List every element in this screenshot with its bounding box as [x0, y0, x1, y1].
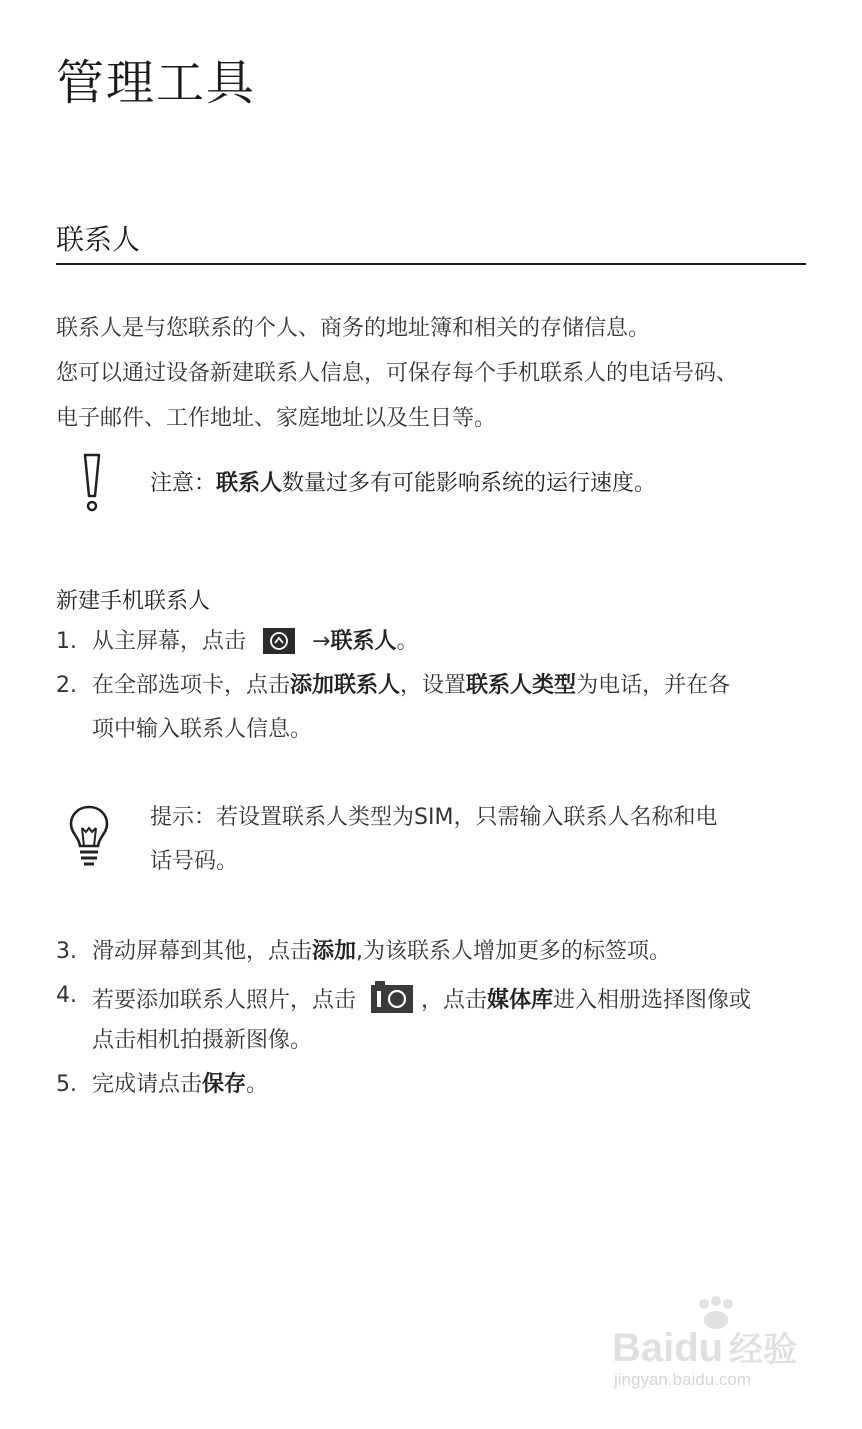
step-1-target: 联系人	[330, 629, 397, 654]
camera-icon	[371, 981, 413, 1022]
step-2-bold-1: 添加联系人	[290, 673, 401, 698]
step-text	[92, 1070, 268, 1100]
intro-line-1: 联系人是与您联系的个人、商务的地址簿和相关的存储信息。	[56, 316, 651, 341]
tip-label: 提示：	[150, 805, 217, 830]
note-rest: 数量过多有可能影响系统的运行速度。	[282, 471, 657, 496]
step-4-post: 进入相册选择图像或	[553, 988, 752, 1013]
note-bold: 联系人	[216, 471, 283, 496]
step-4-bold: 媒体库	[487, 988, 554, 1013]
step-2-line-2: 项中输入联系人信息。	[92, 717, 313, 742]
step-3-pre: 滑动屏幕到其他，点击	[92, 939, 313, 964]
step-5-post: 。	[246, 1072, 269, 1097]
step-2-post: 为电话，并在各	[576, 673, 731, 698]
intro-line-3: 电子邮件、工作地址、家庭地址以及生日等。	[56, 406, 497, 431]
step-text	[92, 671, 730, 701]
step-2-bold-2: 联系人类型	[466, 673, 577, 698]
step-1-pre: 从主屏幕，点击	[92, 629, 247, 654]
section-title: 联系人	[56, 223, 141, 256]
tip-line-1	[150, 803, 717, 833]
note-label: 注意：	[150, 471, 217, 496]
watermark-cn: 经验	[729, 1331, 798, 1369]
step-text	[92, 627, 418, 663]
arrow-glyph: →	[312, 629, 331, 654]
exclamation-icon	[78, 452, 106, 512]
step-text	[92, 937, 671, 967]
step-4-pre: 若要添加联系人照片，点击	[92, 988, 357, 1013]
step-4-line-2: 点击相机拍摄新图像。	[92, 1028, 313, 1053]
step-2-pre: 在全部选项卡，点击	[92, 673, 291, 698]
watermark-brand-text: Baidu	[612, 1326, 724, 1370]
step-3-post: ,为该联系人增加更多的标签项。	[356, 939, 672, 964]
note-text	[150, 466, 656, 497]
lightbulb-icon	[68, 804, 110, 868]
step-number: 4.	[56, 983, 77, 1008]
intro-line-2: 您可以通过设备新建联系人信息，可保存每个手机联系人的电话号码、	[56, 361, 739, 386]
tip-line-2: 话号码。	[150, 849, 239, 874]
step-4-mid: ，点击	[421, 988, 488, 1013]
sub-heading: 新建手机联系人	[56, 589, 211, 614]
step-5-pre: 完成请点击	[92, 1072, 203, 1097]
up-arrow-circle-icon	[263, 628, 295, 663]
step-5-bold: 保存	[202, 1072, 247, 1097]
watermark-url: jingyan.baidu.com	[614, 1370, 752, 1389]
page-title: 管理工具	[56, 55, 257, 111]
step-number: 3.	[56, 939, 77, 964]
step-number: 5.	[56, 1072, 77, 1097]
step-text	[92, 981, 751, 1022]
section-divider	[56, 263, 806, 265]
step-2-mid: ，设置	[400, 673, 467, 698]
step-number: 1.	[56, 629, 77, 654]
tip-text: 若设置联系人类型为SIM，只需输入联系人名称和电	[216, 805, 718, 830]
step-3-bold: 添加	[312, 939, 357, 964]
baidu-watermark	[612, 1296, 812, 1396]
step-number: 2.	[56, 673, 77, 698]
step-1-post: 。	[396, 629, 419, 654]
watermark-brand	[612, 1322, 797, 1371]
